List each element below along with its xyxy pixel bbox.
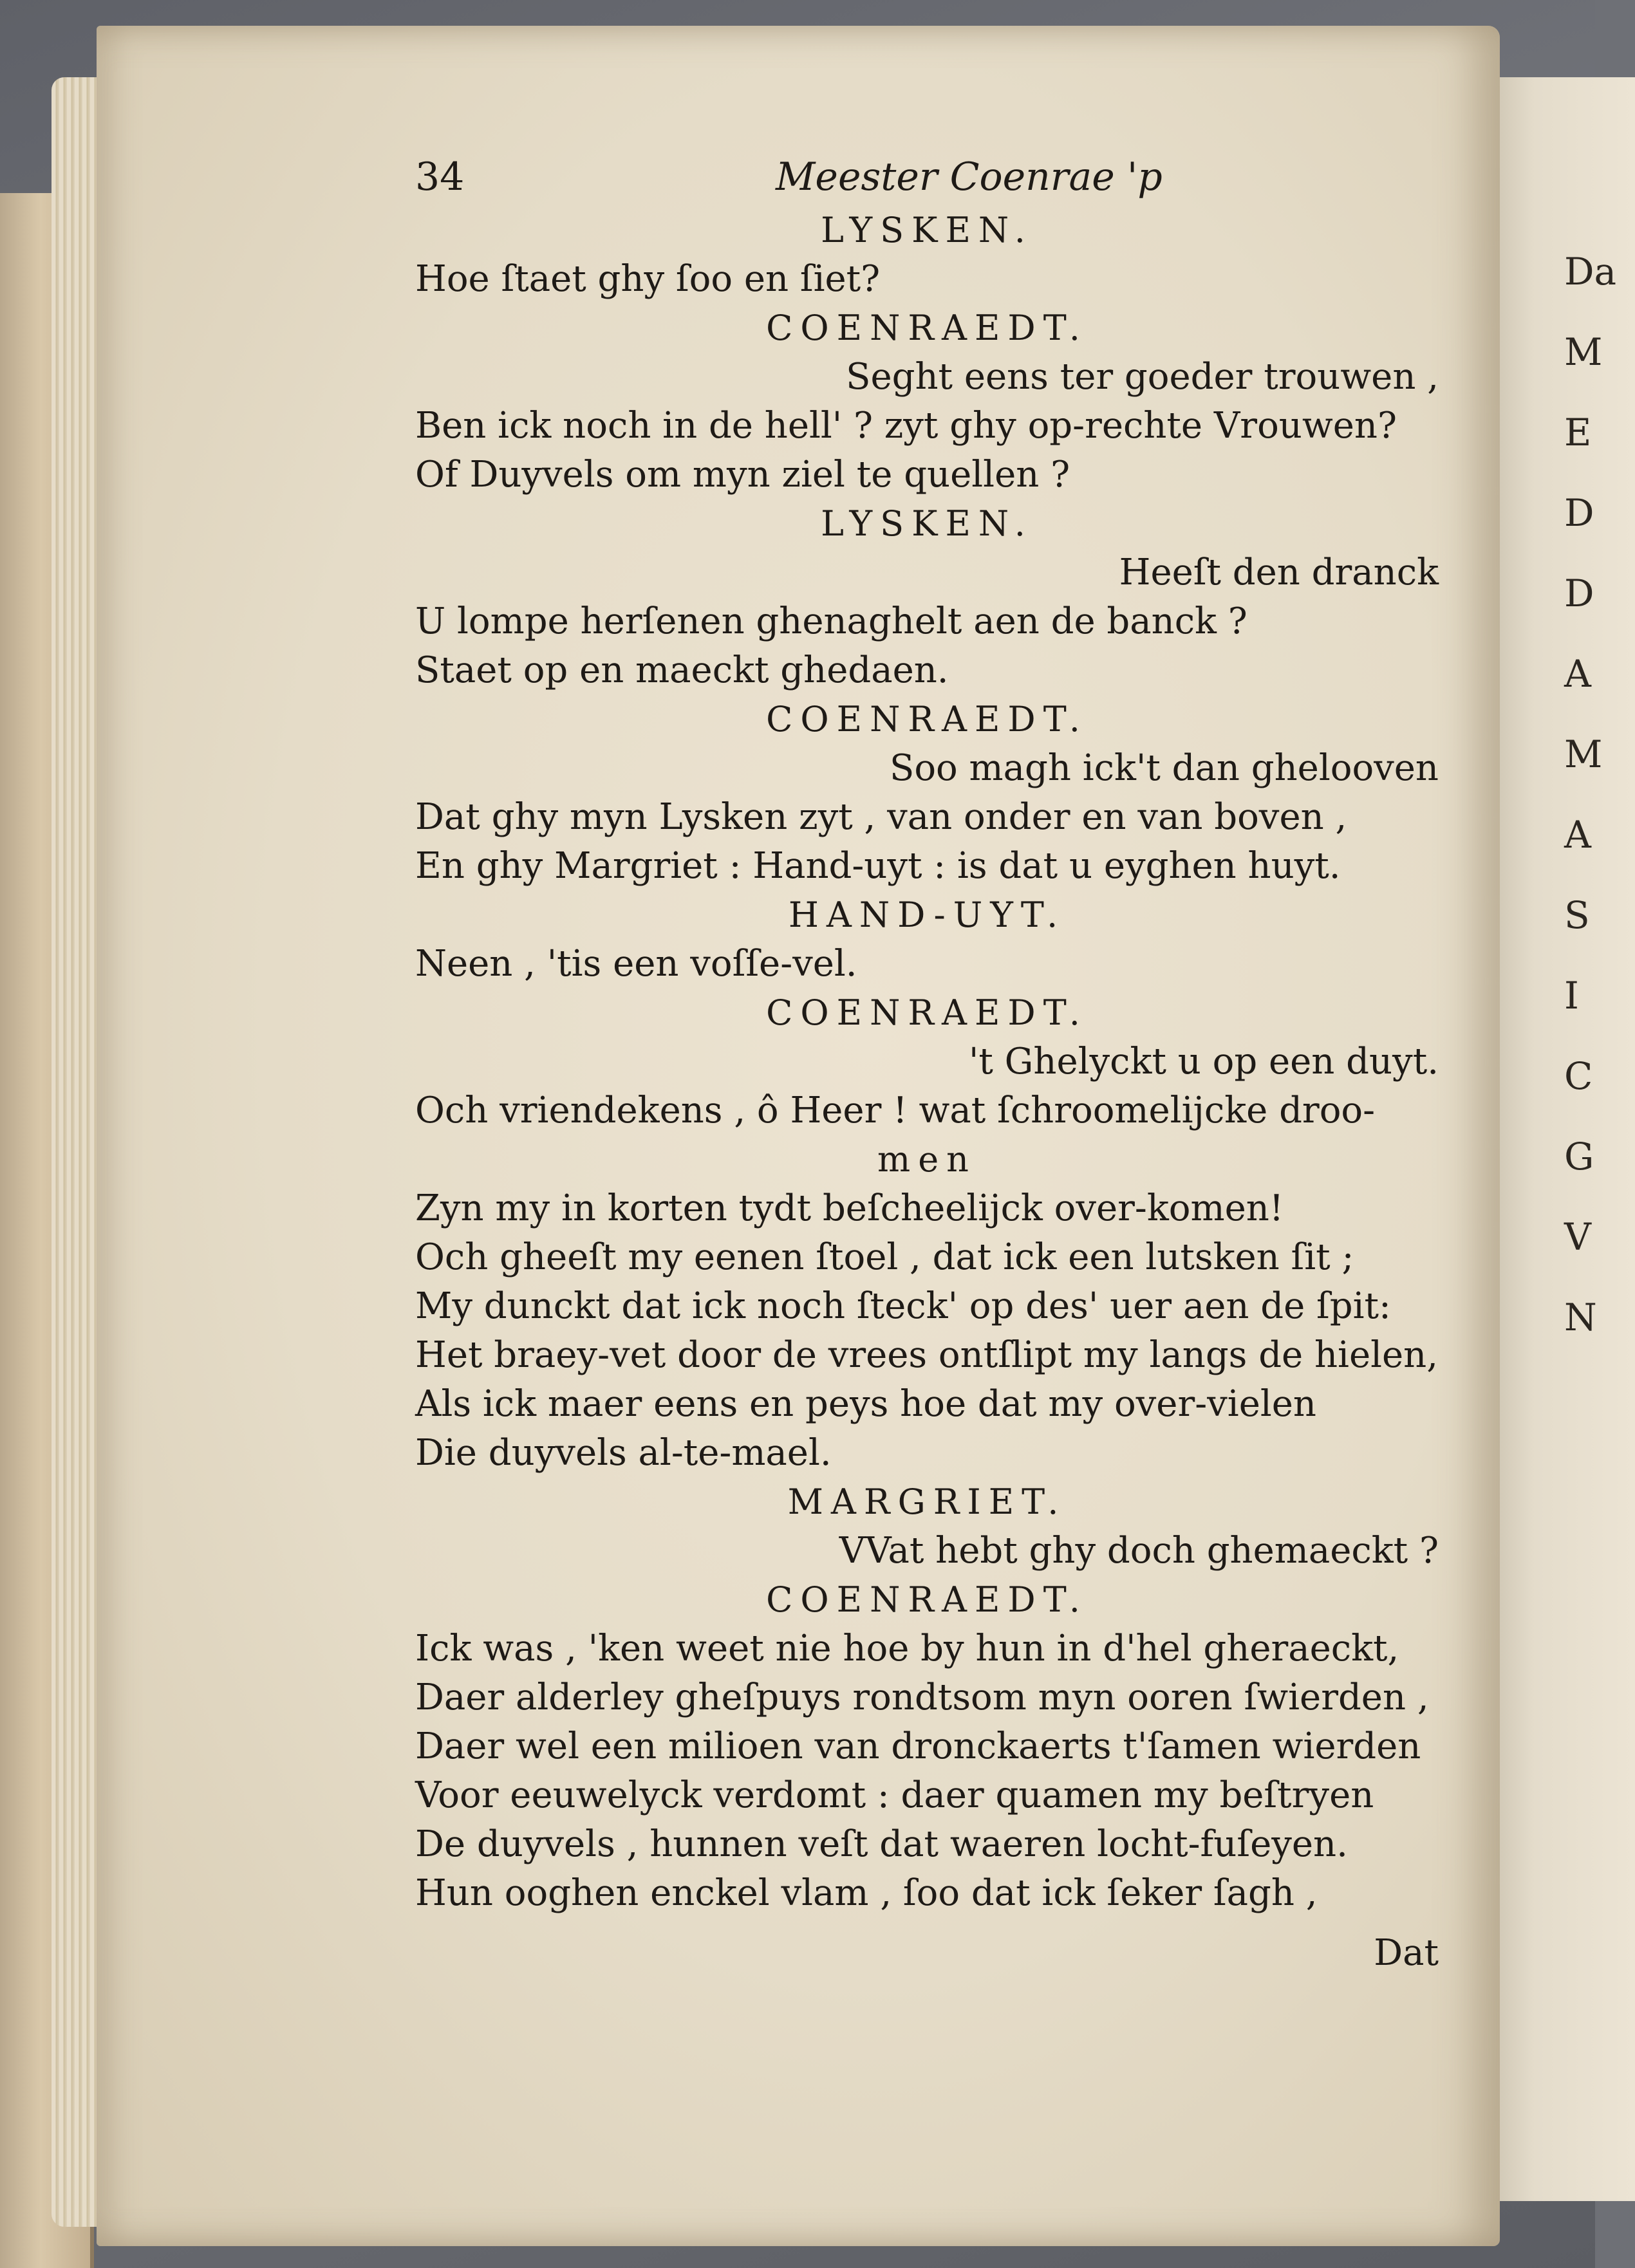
verse-line: Ick was , 'ken weet nie hoe by hun in d'hel gheraeckt, bbox=[415, 1628, 1399, 1669]
verse-line: Voor eeuwelyck verdomt : daer quamen my beſtryen bbox=[415, 1774, 1374, 1816]
facing-letter: I bbox=[1564, 974, 1579, 1018]
speaker-name: COENRAEDT. bbox=[766, 308, 1088, 348]
verse-line: Hoe ſtaet ghy ſoo en ſiet? bbox=[415, 258, 881, 300]
facing-letter: S bbox=[1564, 893, 1590, 937]
facing-letter: Da bbox=[1564, 250, 1617, 293]
verse-line: Dat ghy myn Lysken zyt , van onder en van boven , bbox=[415, 796, 1347, 838]
verse-line: Seght eens ter goeder trouwen , bbox=[846, 356, 1439, 398]
running-head: Meester Coenrae 'p bbox=[776, 154, 1163, 200]
verse-line: De duyvels , hunnen veſt dat waeren locht-fuſeyen. bbox=[415, 1823, 1348, 1865]
verse-line: Het braey-vet door de vrees ontſlipt my langs de hielen, bbox=[415, 1334, 1439, 1376]
verse-line: VVat hebt ghy doch ghemaeckt ? bbox=[839, 1530, 1439, 1572]
verse-line: Neen , 'tis een voſſe-vel. bbox=[415, 943, 857, 985]
facing-letter: N bbox=[1564, 1296, 1597, 1339]
verse-line: U lompe herſenen ghenaghelt aen de banck ? bbox=[415, 600, 1247, 642]
facing-letter: A bbox=[1564, 652, 1591, 696]
text-lines bbox=[415, 206, 1439, 1918]
verse-line: En ghy Margriet : Hand-uyt : is dat u eyghen huyt. bbox=[415, 845, 1341, 887]
verse-line: 't Ghelyckt u op een duyt. bbox=[968, 1041, 1439, 1083]
facing-letter: A bbox=[1564, 813, 1591, 857]
facing-letter: D bbox=[1564, 491, 1594, 535]
verse-line: Of Duyvels om myn ziel te quellen ? bbox=[415, 454, 1070, 496]
verse-line: Och vriendekens , ô Heer ! wat ſchroomelijcke droo- bbox=[415, 1090, 1376, 1131]
facing-page bbox=[1481, 77, 1635, 2201]
page-header bbox=[415, 148, 1439, 206]
verse-line: Ben ick noch in de hell' ? zyt ghy op-rechte Vrouwen? bbox=[415, 405, 1397, 447]
facing-letter: D bbox=[1564, 572, 1594, 615]
verse-line: My dunckt dat ick noch ſteck' op des' uer aen de ſpit: bbox=[415, 1285, 1391, 1327]
verse-line: Staet op en maeckt ghedaen. bbox=[415, 649, 949, 691]
facing-letter: M bbox=[1564, 330, 1603, 374]
facing-letter: G bbox=[1564, 1135, 1594, 1178]
verse-line: Daer wel een milioen van dronckaerts t'ſamen wierden bbox=[415, 1725, 1421, 1767]
speaker-name: COENRAEDT. bbox=[766, 992, 1088, 1033]
speaker-name: LYSKEN. bbox=[821, 210, 1033, 250]
verse-line: Daer alderley gheſpuys rondtsom myn ooren ſwierden , bbox=[415, 1677, 1429, 1718]
verse-line: men bbox=[877, 1139, 976, 1180]
facing-letter: M bbox=[1564, 732, 1603, 776]
speaker-name: MARGRIET. bbox=[787, 1482, 1067, 1522]
speaker-name: COENRAEDT. bbox=[766, 699, 1088, 739]
verse-line: Die duyvels al-te-mael. bbox=[415, 1432, 832, 1474]
catchword: Dat bbox=[1374, 1932, 1439, 1974]
facing-letter: V bbox=[1564, 1215, 1591, 1259]
verse-line: Heeſt den dranck bbox=[1119, 552, 1439, 593]
verse-line: Zyn my in korten tydt beſcheelijck over-komen! bbox=[415, 1187, 1284, 1229]
verse-line: Och gheeſt my eenen ſtoel , dat ick een lutsken ſit ; bbox=[415, 1236, 1354, 1278]
verse-line: Soo magh ick't dan ghelooven bbox=[889, 747, 1439, 789]
speaker-name: COENRAEDT. bbox=[766, 1579, 1088, 1620]
facing-page-letters bbox=[1564, 232, 1617, 1358]
facing-letter: E bbox=[1564, 411, 1592, 454]
verse-line: Als ick maer eens en peys hoe dat my over-vielen bbox=[415, 1383, 1316, 1425]
speaker-name: HAND-UYT. bbox=[788, 895, 1066, 935]
page-text bbox=[415, 148, 1439, 1976]
verse-line: Hun ooghen enckel vlam , ſoo dat ick ſeker ſagh , bbox=[415, 1872, 1318, 1914]
facing-letter: C bbox=[1564, 1054, 1593, 1098]
speaker-name: LYSKEN. bbox=[821, 503, 1033, 544]
page-number: 34 bbox=[415, 154, 465, 200]
